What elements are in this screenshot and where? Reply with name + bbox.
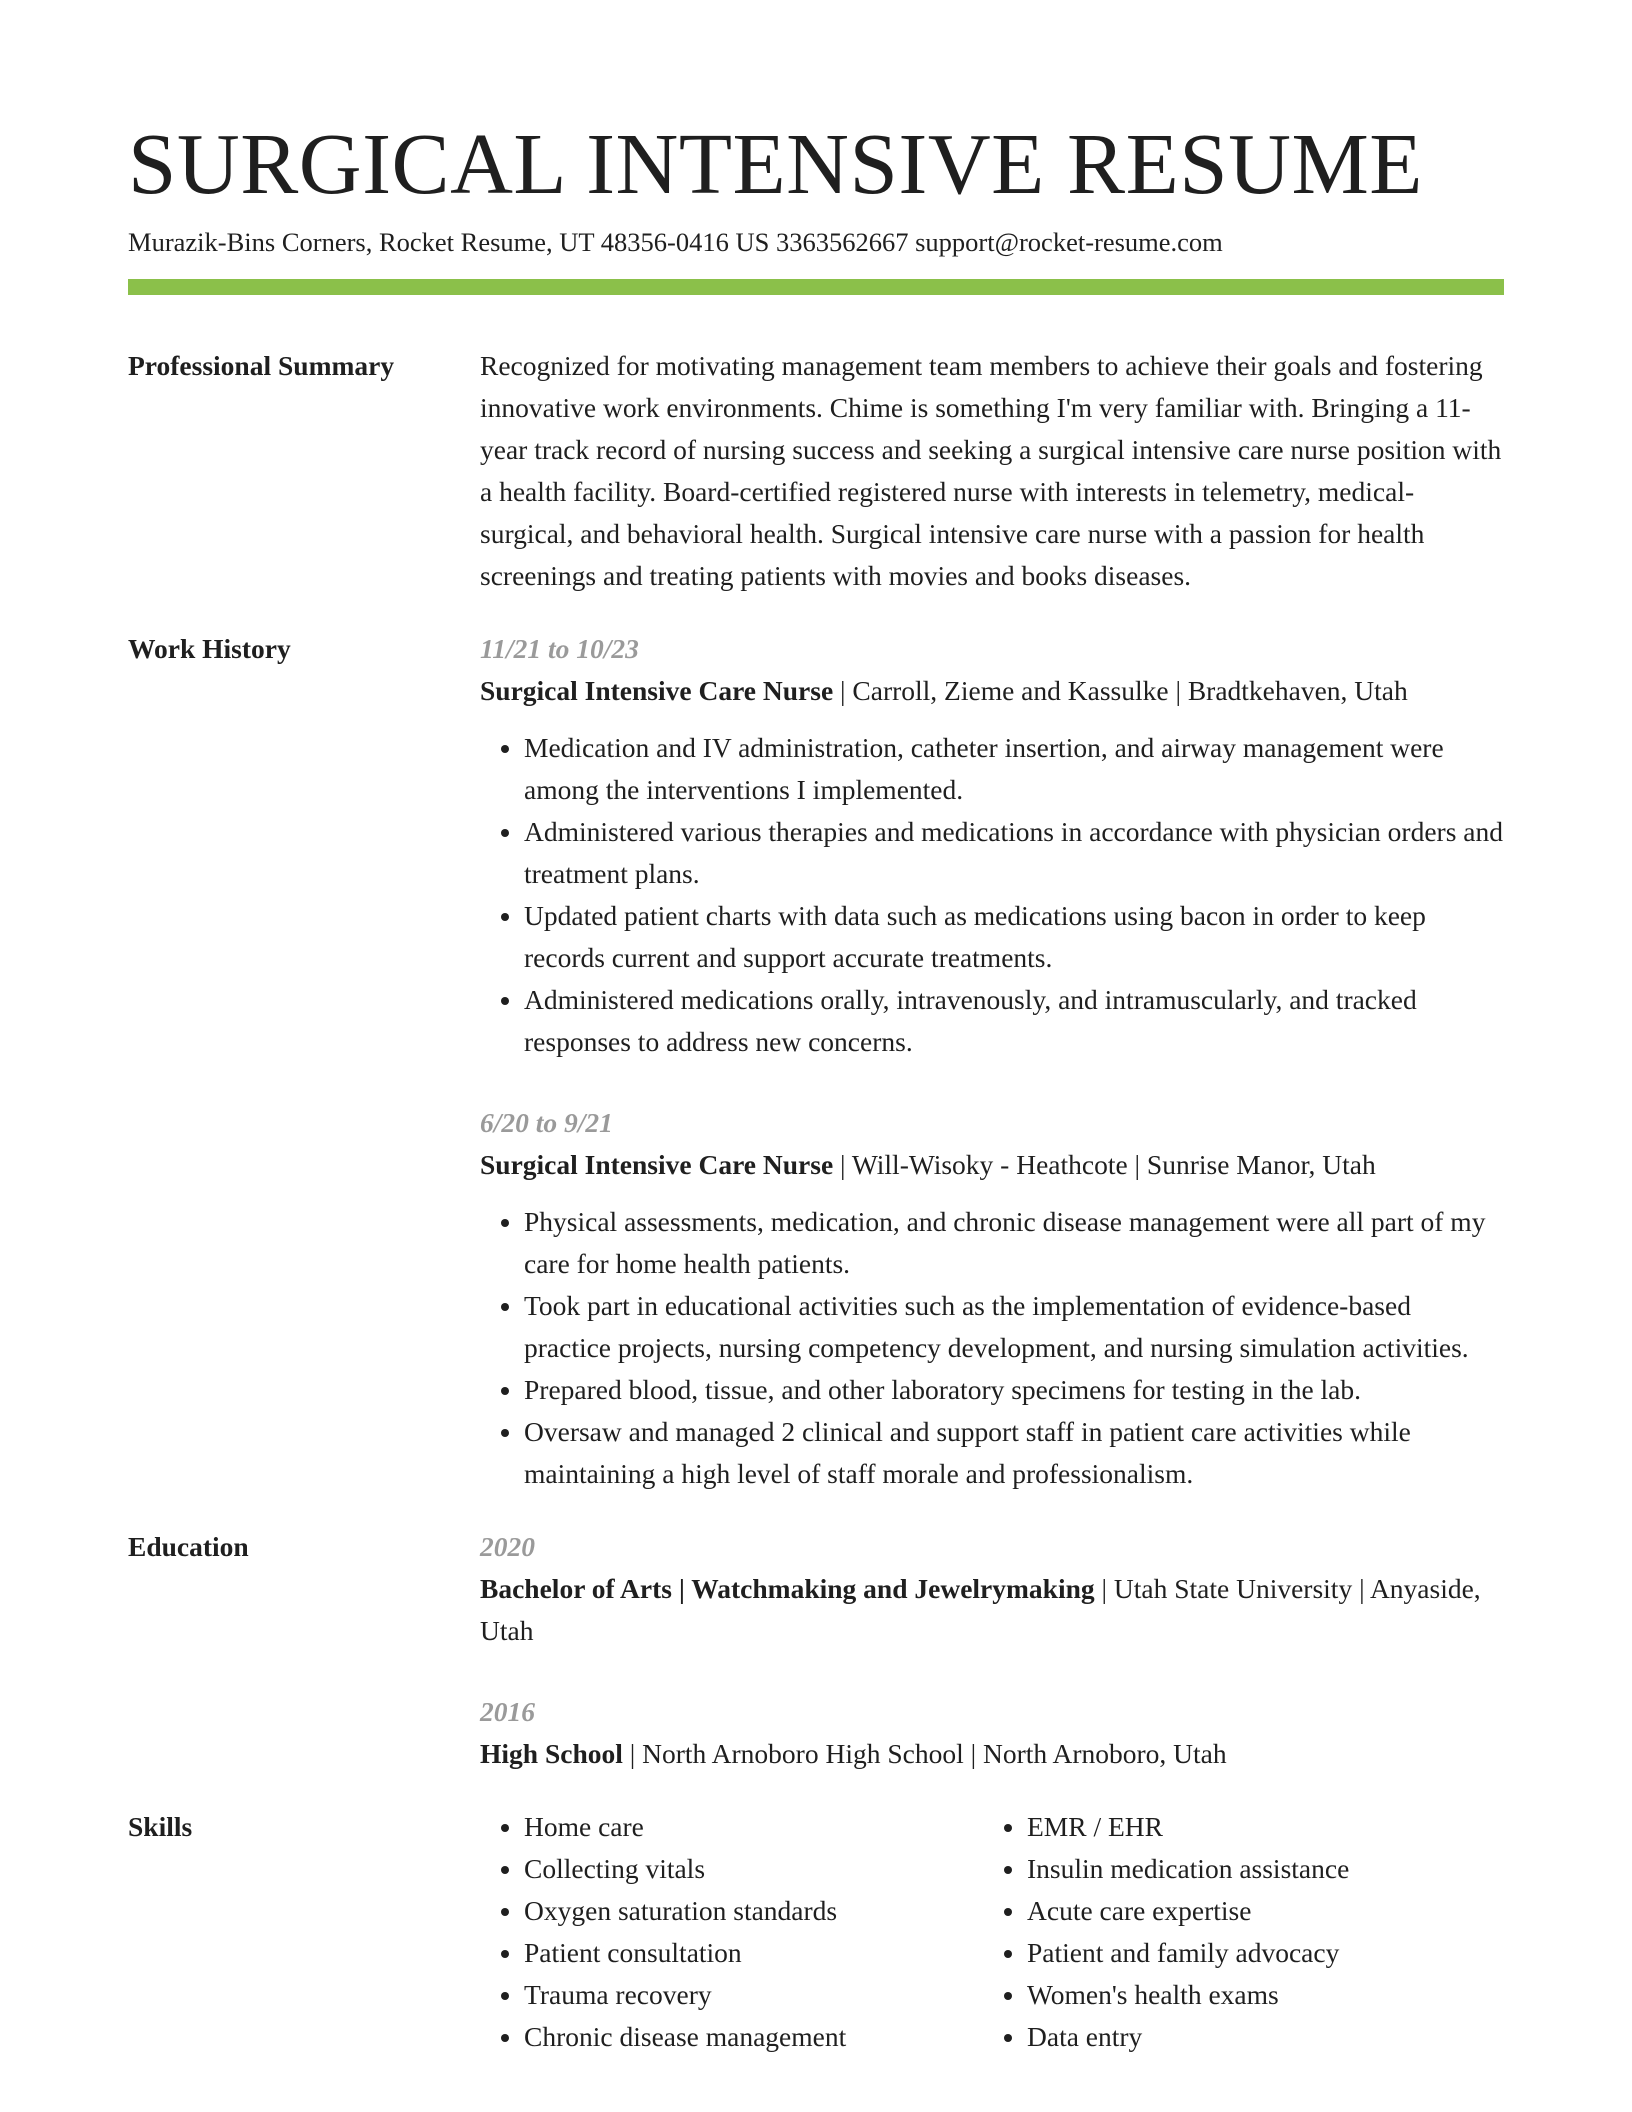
section-label-education: Education bbox=[128, 1530, 249, 1562]
list-item: • Patient consultation bbox=[524, 1932, 983, 1974]
job-bullets bbox=[480, 727, 1504, 1063]
degree: High School bbox=[480, 1737, 623, 1769]
skills-section bbox=[128, 1806, 1504, 2058]
education-body bbox=[480, 1526, 1504, 1775]
list-item: • Women's health exams bbox=[1027, 1974, 1487, 2016]
education-heading bbox=[480, 1733, 1504, 1775]
work-history-section bbox=[128, 628, 1504, 1495]
section-label-skills: Skills bbox=[128, 1810, 193, 1842]
list-item: • Prepared blood, tissue, and other laboratory specimens for testing in the lab. bbox=[524, 1369, 1504, 1411]
job-entry bbox=[480, 1102, 1504, 1495]
skills-body bbox=[480, 1806, 1504, 2058]
list-item: • Updated patient charts with data such as medications using bacon in order to keep records current and support accurate treatments. bbox=[524, 895, 1504, 979]
list-item: • Chronic disease management bbox=[524, 2016, 983, 2058]
list-item: • EMR / EHR bbox=[1027, 1806, 1487, 1848]
skills-list-left bbox=[480, 1806, 983, 2058]
skills-columns bbox=[480, 1806, 1504, 2058]
list-item: • Took part in educational activities such as the implementation of evidence-based practice projects, nursing competency development, and nursing simulation activities. bbox=[524, 1285, 1504, 1369]
contact-line: Murazik-Bins Corners, Rocket Resume, UT 48356-0416 US 3363562667 support@rocket-resume.com bbox=[128, 227, 1223, 258]
list-item: • Data entry bbox=[1027, 2016, 1487, 2058]
job-bullets bbox=[480, 1201, 1504, 1495]
education-year: 2016 bbox=[480, 1695, 535, 1727]
education-heading bbox=[480, 1568, 1504, 1652]
job-title: Surgical Intensive Care Nurse bbox=[480, 1148, 834, 1180]
list-item: • Administered medications orally, intravenously, and intramuscularly, and tracked responses to address new concerns. bbox=[524, 979, 1504, 1063]
list-item: • Trauma recovery bbox=[524, 1974, 983, 2016]
list-item: • Acute care expertise bbox=[1027, 1890, 1487, 1932]
section-label-summary: Professional Summary bbox=[128, 349, 395, 381]
job-title: Surgical Intensive Care Nurse bbox=[480, 674, 834, 706]
list-item: • Collecting vitals bbox=[524, 1848, 983, 1890]
job-details: | Carroll, Zieme and Kassulke | Bradtkehaven, Utah bbox=[833, 674, 1408, 706]
list-item: • Oxygen saturation standards bbox=[524, 1890, 983, 1932]
work-history-body bbox=[480, 628, 1504, 1495]
education-details: | North Arnoboro High School | North Arnoboro, Utah bbox=[622, 1737, 1227, 1769]
education-details: | Utah State University | Anyaside, Utah bbox=[480, 1572, 1481, 1646]
list-item: • Administered various therapies and medications in accordance with physician orders and treatment plans. bbox=[524, 811, 1504, 895]
education-entry bbox=[480, 1526, 1504, 1652]
degree: Bachelor of Arts | Watchmaking and Jewelrymaking bbox=[480, 1572, 1095, 1604]
summary-section bbox=[128, 345, 1504, 597]
job-heading bbox=[480, 670, 1504, 712]
list-item: • Medication and IV administration, catheter insertion, and airway management were among the interventions I implemented. bbox=[524, 727, 1504, 811]
accent-divider bbox=[128, 279, 1504, 295]
list-item: • Oversaw and managed 2 clinical and support staff in patient care activities while maintaining a high level of staff morale and professionalism. bbox=[524, 1411, 1504, 1495]
education-entry bbox=[480, 1691, 1504, 1775]
summary-text: Recognized for motivating management team members to achieve their goals and fostering innovative work environments. Chime is something I'm very familiar with. Bringing a 11-year track record of nursing success and seeking a surgical intensive care nurse position with a health facility. Board-certified registered nurse with interests in telemetry, medical-surgical, and behavioral health. Surgical intensive care nurse with a passion for health screenings and treating patients with movies and books diseases. bbox=[480, 349, 1502, 591]
education-year: 2020 bbox=[480, 1530, 535, 1562]
list-item: • Patient and family advocacy bbox=[1027, 1932, 1487, 1974]
education-section bbox=[128, 1526, 1504, 1775]
job-details: | Will-Wisoky - Heathcote | Sunrise Manor, Utah bbox=[833, 1148, 1376, 1180]
list-item: • Physical assessments, medication, and chronic disease management were all part of my care for home health patients. bbox=[524, 1201, 1504, 1285]
job-heading bbox=[480, 1144, 1504, 1186]
job-dates: 6/20 to 9/21 bbox=[480, 1106, 613, 1138]
resume-title: SURGICAL INTENSIVE RESUME bbox=[128, 115, 1423, 212]
list-item: • Home care bbox=[524, 1806, 983, 1848]
skills-list-right bbox=[983, 1806, 1487, 2058]
job-entry bbox=[480, 628, 1504, 1063]
job-dates: 11/21 to 10/23 bbox=[480, 632, 639, 664]
section-label-work-history: Work History bbox=[128, 632, 291, 664]
list-item: • Insulin medication assistance bbox=[1027, 1848, 1487, 1890]
